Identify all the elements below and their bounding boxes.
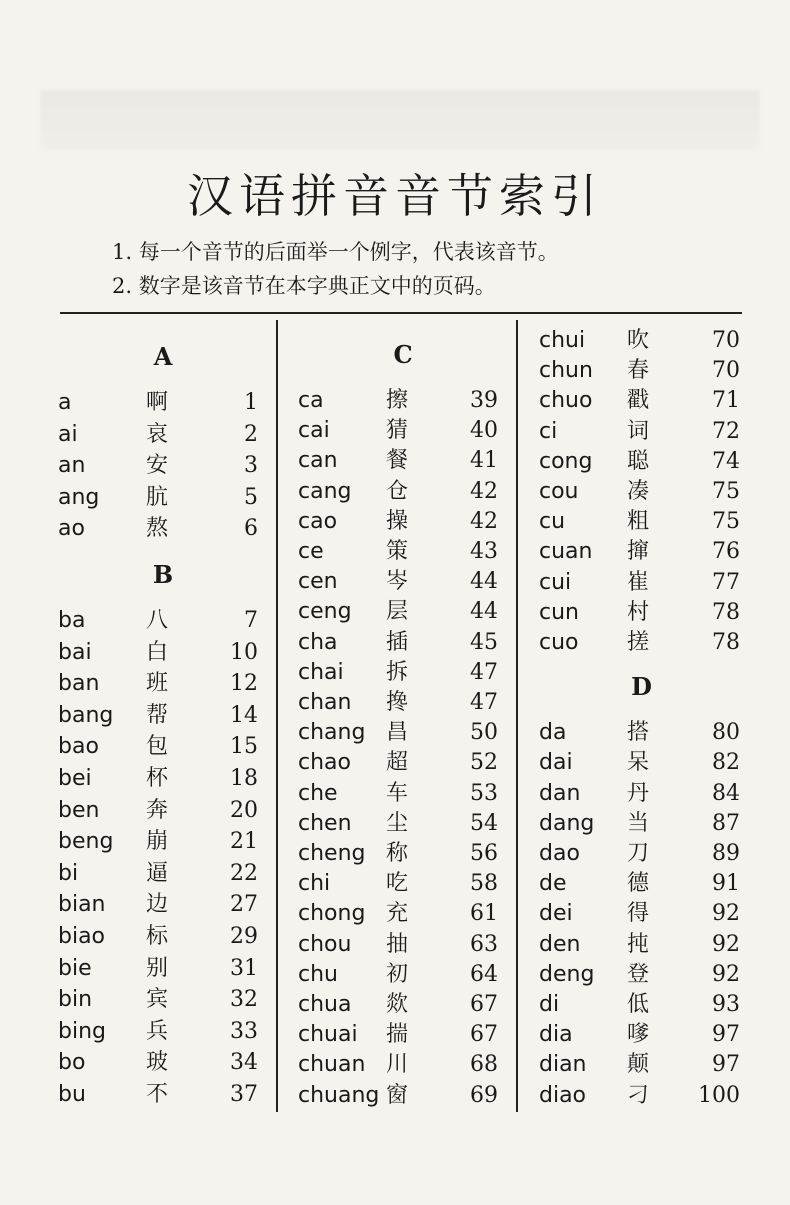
syllable-row [298,597,508,627]
example-character: 扽 [627,932,650,957]
example-character: 玻 [146,1050,169,1075]
syllable-row [58,1017,268,1047]
pinyin-syllable: cen [298,569,338,594]
example-character: 猜 [386,418,409,443]
syllable-row [539,960,744,990]
page-number: 68 [470,1052,498,1077]
example-character: 仓 [386,479,409,504]
syllable-row [58,985,268,1015]
page-number: 72 [712,419,740,444]
pinyin-syllable: chi [298,871,331,896]
syllable-row [58,1048,268,1078]
page-number: 37 [230,1082,258,1107]
pinyin-syllable: deng [539,962,595,987]
syllable-row [58,922,268,952]
syllable-row [58,796,268,826]
syllable-row [539,869,744,899]
syllable-row [58,606,268,636]
page-number: 69 [470,1083,498,1108]
syllable-row [539,356,744,386]
pinyin-syllable: cang [298,479,352,504]
pinyin-syllable: ben [58,798,100,823]
example-character: 抽 [386,932,409,957]
example-character: 边 [146,892,169,917]
example-character: 尘 [386,811,409,836]
syllable-row [58,859,268,889]
syllable-row [58,638,268,668]
header-rule [60,312,742,314]
page-number: 27 [230,892,258,917]
example-character: 哀 [146,422,169,447]
example-character: 餐 [386,448,409,473]
page-number: 75 [712,509,740,534]
page-number: 44 [470,599,498,624]
pinyin-syllable: can [298,448,338,473]
pinyin-syllable: cai [298,418,330,443]
page-number: 87 [712,811,740,836]
page-number: 76 [712,539,740,564]
example-character: 拆 [386,660,409,685]
pinyin-syllable: cui [539,570,572,595]
syllable-row [298,416,508,446]
page-number: 78 [712,600,740,625]
syllable-row [539,718,744,748]
page-number: 31 [230,956,258,981]
example-character: 肮 [146,485,169,510]
syllable-row [58,827,268,857]
page-number: 45 [470,630,498,655]
syllable-row [58,890,268,920]
page-number: 52 [470,750,498,775]
syllable-row [539,326,744,356]
syllable-row [539,990,744,1020]
page-number: 80 [712,720,740,745]
pinyin-syllable: de [539,871,567,896]
page-number: 70 [712,358,740,383]
pinyin-syllable: bian [58,892,106,917]
example-character: 呆 [627,750,650,775]
syllable-row [298,748,508,778]
pinyin-syllable: beng [58,829,114,854]
example-character: 别 [146,956,169,981]
pinyin-syllable: chan [298,690,352,715]
example-character: 嗲 [627,1022,650,1047]
page-number: 97 [712,1022,740,1047]
syllable-row [298,477,508,507]
pinyin-syllable: bin [58,987,93,1012]
page-number: 22 [230,861,258,886]
pinyin-syllable: chui [539,328,586,353]
page-number: 56 [470,841,498,866]
example-character: 窗 [386,1083,409,1108]
page-number: 64 [470,962,498,987]
pinyin-syllable: chua [298,992,352,1017]
example-character: 崔 [627,570,650,595]
example-character: 初 [386,962,409,987]
page-number: 67 [470,1022,498,1047]
page-number: 70 [712,328,740,353]
example-character: 杯 [146,766,169,791]
syllable-row [539,779,744,809]
page-number: 21 [230,829,258,854]
page-number: 20 [230,798,258,823]
pinyin-syllable: cha [298,630,338,655]
syllable-row [298,960,508,990]
page-number: 12 [230,671,258,696]
syllable-row [58,764,268,794]
syllable-row [539,568,744,598]
page-number: 1 [244,390,258,415]
pinyin-syllable: biao [58,924,106,949]
syllable-row [298,386,508,416]
page-number: 44 [470,569,498,594]
pinyin-syllable: ceng [298,599,352,624]
example-character: 白 [146,640,169,665]
syllable-row [58,451,268,481]
note-1: 1. 每一个音节的后面举一个例字，代表该音节。 [112,240,559,264]
example-character: 颠 [627,1052,650,1077]
pinyin-syllable: den [539,932,581,957]
example-character: 安 [146,453,169,478]
page-number: 47 [470,660,498,685]
example-character: 奔 [146,798,169,823]
page-number: 58 [470,871,498,896]
syllable-row [539,628,744,658]
pinyin-syllable: ci [539,419,558,444]
example-character: 崩 [146,829,169,854]
example-character: 撺 [627,539,650,564]
syllable-row [539,447,744,477]
pinyin-syllable: cuo [539,630,579,655]
pinyin-syllable: bei [58,766,92,791]
section-letter: C [393,340,413,369]
page-number: 93 [712,992,740,1017]
pinyin-syllable: dai [539,750,573,775]
pinyin-syllable: da [539,720,567,745]
page-number: 71 [712,388,740,413]
example-character: 超 [386,750,409,775]
column-divider-2 [516,320,518,1112]
example-character: 啊 [146,390,169,415]
page-number: 82 [712,750,740,775]
pinyin-syllable: bie [58,956,92,981]
syllable-row [298,628,508,658]
note-2: 2. 数字是该音节在本字典正文中的页码。 [112,274,496,298]
pinyin-syllable: chu [298,962,338,987]
example-character: 岑 [386,569,409,594]
pinyin-syllable: ai [58,422,78,447]
example-character: 村 [627,600,650,625]
page-number: 75 [712,479,740,504]
page-number: 63 [470,932,498,957]
example-character: 充 [386,901,409,926]
example-character: 吹 [627,328,650,353]
example-character: 登 [627,962,650,987]
page-title: 汉语拼音音节索引 [187,169,603,223]
pinyin-syllable: dian [539,1052,587,1077]
pinyin-syllable: chao [298,750,351,775]
page-number: 29 [230,924,258,949]
syllable-row [298,839,508,869]
page-number: 89 [712,841,740,866]
pinyin-syllable: chou [298,932,352,957]
pinyin-syllable: chuo [539,388,593,413]
syllable-row [58,701,268,731]
pinyin-syllable: bing [58,1019,106,1044]
page-number: 50 [470,720,498,745]
page-number: 53 [470,781,498,806]
pinyin-syllable: chang [298,720,366,745]
syllable-row [298,507,508,537]
page-number: 92 [712,932,740,957]
example-character: 德 [627,871,650,896]
syllable-row [298,779,508,809]
example-character: 搭 [627,720,650,745]
pinyin-syllable: ba [58,608,86,633]
syllable-row [298,537,508,567]
example-character: 搀 [386,690,409,715]
pinyin-syllable: cao [298,509,338,534]
pinyin-syllable: dia [539,1022,573,1047]
example-character: 插 [386,630,409,655]
syllable-row [58,388,268,418]
pinyin-syllable: chen [298,811,352,836]
syllable-row [539,386,744,416]
example-character: 刁 [627,1083,650,1108]
pinyin-syllable: chuang [298,1083,380,1108]
page-number: 78 [712,630,740,655]
pinyin-syllable: cu [539,509,566,534]
example-character: 低 [627,992,650,1017]
example-character: 擦 [386,388,409,413]
syllable-row [58,420,268,450]
example-character: 刀 [627,841,650,866]
example-character: 聪 [627,449,650,474]
page-number: 61 [470,901,498,926]
syllable-row [298,1020,508,1050]
pinyin-syllable: chun [539,358,593,383]
page-number: 6 [244,516,258,541]
syllable-row [298,899,508,929]
page-number: 41 [470,448,498,473]
page-number: 34 [230,1050,258,1075]
syllable-row [539,598,744,628]
example-character: 丹 [627,781,650,806]
pinyin-syllable: ca [298,388,324,413]
syllable-row [58,1080,268,1110]
syllable-row [298,718,508,748]
example-character: 春 [627,358,650,383]
syllable-row [298,1081,508,1111]
page-number: 32 [230,987,258,1012]
pinyin-syllable: diao [539,1083,587,1108]
pinyin-syllable: di [539,992,560,1017]
pinyin-syllable: ce [298,539,324,564]
syllable-row [539,537,744,567]
page-number: 100 [698,1083,740,1108]
pinyin-syllable: cong [539,449,593,474]
example-character: 揣 [386,1022,409,1047]
syllable-row [539,1020,744,1050]
bleed-through-shadow [40,90,760,150]
page-number: 92 [712,962,740,987]
page-number: 54 [470,811,498,836]
page-number: 15 [230,734,258,759]
pinyin-syllable: dao [539,841,580,866]
page-number: 97 [712,1052,740,1077]
example-character: 不 [146,1082,169,1107]
syllable-row [58,483,268,513]
page-number: 74 [712,449,740,474]
example-character: 帮 [146,703,169,728]
page-number: 77 [712,570,740,595]
page-number: 2 [244,422,258,447]
page-number: 42 [470,509,498,534]
pinyin-syllable: chuai [298,1022,358,1047]
example-character: 车 [386,781,409,806]
syllable-row [539,839,744,869]
page-number: 5 [244,485,258,510]
example-character: 八 [146,608,169,633]
example-character: 策 [386,539,409,564]
syllable-row [58,954,268,984]
page-number: 33 [230,1019,258,1044]
column-divider-1 [276,320,278,1112]
page-number: 3 [244,453,258,478]
pinyin-syllable: cheng [298,841,366,866]
page-number: 91 [712,871,740,896]
page-number: 40 [470,418,498,443]
example-character: 操 [386,509,409,534]
pinyin-syllable: dei [539,901,573,926]
example-character: 吃 [386,871,409,896]
syllable-row [298,869,508,899]
pinyin-syllable: ao [58,516,85,541]
pinyin-syllable: chai [298,660,344,685]
syllable-row [298,930,508,960]
pinyin-syllable: an [58,453,86,478]
syllable-row [539,477,744,507]
example-character: 粗 [627,509,650,534]
section-letter: A [153,342,173,371]
page-number: 7 [244,608,258,633]
syllable-row [539,417,744,447]
syllable-row [539,1050,744,1080]
pinyin-syllable: bu [58,1082,86,1107]
pinyin-syllable: chuan [298,1052,366,1077]
pinyin-syllable: ang [58,485,100,510]
syllable-row [539,507,744,537]
syllable-row [539,899,744,929]
syllable-row [58,669,268,699]
page-number: 43 [470,539,498,564]
syllable-row [539,1081,744,1111]
example-character: 层 [386,599,409,624]
pinyin-syllable: cou [539,479,579,504]
pinyin-syllable: cuan [539,539,593,564]
pinyin-syllable: chong [298,901,366,926]
page-number: 47 [470,690,498,715]
page-number: 14 [230,703,258,728]
syllable-row [298,658,508,688]
example-character: 欻 [386,992,409,1017]
example-character: 称 [386,841,409,866]
example-character: 川 [386,1052,409,1077]
example-character: 凑 [627,479,650,504]
example-character: 标 [146,924,169,949]
section-letter: D [631,672,652,702]
example-character: 熬 [146,516,169,541]
pinyin-syllable: dan [539,781,581,806]
example-character: 包 [146,734,169,759]
page-number: 84 [712,781,740,806]
pinyin-syllable: a [58,390,72,415]
page-number: 67 [470,992,498,1017]
pinyin-syllable: bai [58,640,92,665]
example-character: 搓 [627,630,650,655]
page-number: 39 [470,388,498,413]
example-character: 得 [627,901,650,926]
syllable-row [298,990,508,1020]
example-character: 当 [627,811,650,836]
syllable-row [539,809,744,839]
syllable-row [58,732,268,762]
syllable-row [539,930,744,960]
pinyin-syllable: bang [58,703,114,728]
syllable-row [298,688,508,718]
syllable-row [58,514,268,544]
pinyin-syllable: dang [539,811,595,836]
example-character: 宾 [146,987,169,1012]
syllable-row [298,446,508,476]
example-character: 班 [146,671,169,696]
page-number: 42 [470,479,498,504]
syllable-row [298,567,508,597]
pinyin-syllable: ban [58,671,100,696]
pinyin-syllable: cun [539,600,579,625]
page-number: 18 [230,766,258,791]
pinyin-syllable: bo [58,1050,86,1075]
example-character: 昌 [386,720,409,745]
section-letter: B [152,560,174,589]
example-character: 词 [627,419,650,444]
example-character: 逼 [146,861,169,886]
pinyin-syllable: che [298,781,338,806]
pinyin-syllable: bi [58,861,79,886]
syllable-row [298,1050,508,1080]
syllable-row [298,809,508,839]
example-character: 戳 [627,388,650,413]
example-character: 兵 [146,1019,169,1044]
syllable-row [539,748,744,778]
page-number: 92 [712,901,740,926]
page-number: 10 [230,640,258,665]
pinyin-syllable: bao [58,734,99,759]
